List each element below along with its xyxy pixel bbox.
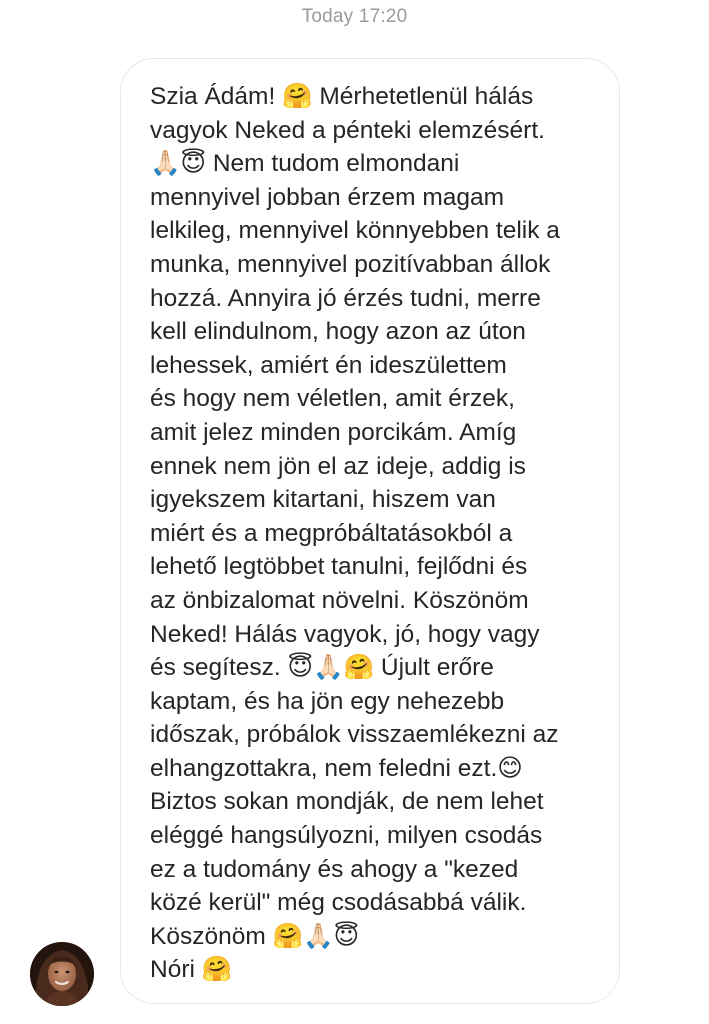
message-text-line: és hogy nem véletlen, amit érzek,	[150, 385, 515, 413]
message-text-line: mennyivel jobban érzem magam	[150, 183, 505, 211]
received-message-bubble[interactable]	[120, 58, 620, 1004]
message-text-line: Szia Ádám! 🤗 Mérhetetlenül hálás	[150, 83, 534, 110]
message-signature-line: Nóri 🤗	[150, 956, 233, 984]
message-text-line: eléggé hangsúlyozni, milyen csodás	[150, 822, 543, 850]
sender-avatar[interactable]	[30, 942, 94, 1006]
message-text-line: ez a tudomány és ahogy a "kezed	[150, 855, 519, 883]
message-text-line: és segítesz. 😇🙏🏻🤗 Újult erőre	[150, 654, 494, 682]
message-text-line: ennek nem jön el az ideje, addig is	[150, 452, 526, 480]
message-text-line: hozzá. Annyira jó érzés tudni, merre	[150, 284, 541, 312]
message-text-line: vagyok Neked a pénteki elemzésért.	[150, 116, 545, 144]
message-text-line: elhangzottakra, nem feledni ezt.😊	[150, 754, 523, 782]
message-text-line: lelkileg, mennyivel könnyebben telik a	[150, 217, 560, 245]
message-text-line: Biztos sokan mondják, de nem lehet	[150, 788, 544, 816]
message-text-line: időszak, próbálok visszaemlékezni az	[150, 721, 559, 749]
message-text-line: lehessek, amiért én ideszülettem	[150, 351, 507, 379]
message-text-line: Neked! Hálás vagyok, jó, hogy vagy	[150, 620, 540, 648]
message-text-line: Köszönöm 🤗🙏🏻😇	[150, 922, 360, 950]
message-text-line: munka, mennyivel pozitívabban állok	[150, 250, 551, 278]
message-text-line: amit jelez minden porcikám. Amíg	[150, 418, 517, 446]
user-avatar-icon	[30, 942, 94, 1006]
message-text-line: kell elindulnom, hogy azon az úton	[150, 318, 526, 346]
message-text-line: lehető legtöbbet tanulni, fejlődni és	[150, 553, 528, 581]
message-text-line: miért és a megpróbáltatásokból a	[150, 519, 513, 547]
message-text-line: az önbizalomat növelni. Köszönöm	[150, 586, 529, 614]
message-text-line: igyekszem kitartani, hiszem van	[150, 486, 496, 514]
message-text-line: közé kerül" még csodásabbá válik.	[150, 889, 527, 917]
message-timestamp: Today 17:20	[301, 6, 408, 27]
message-text-line: kaptam, és ha jön egy nehezebb	[150, 687, 505, 715]
message-text-line: 🙏🏻😇 Nem tudom elmondani	[150, 150, 460, 178]
